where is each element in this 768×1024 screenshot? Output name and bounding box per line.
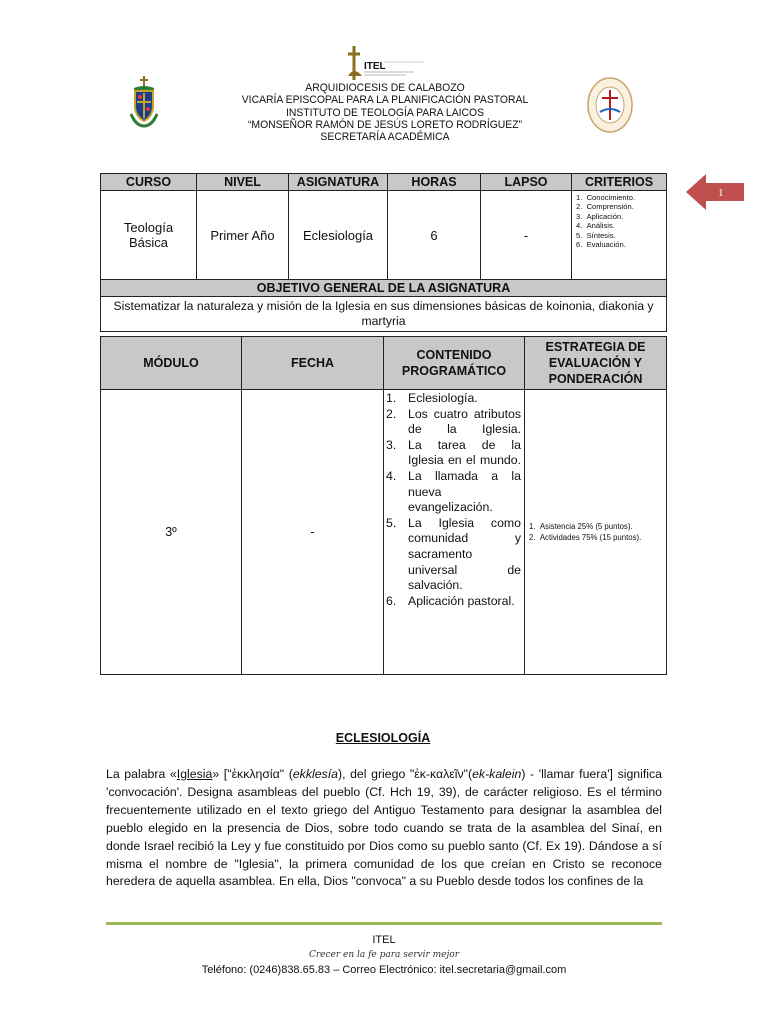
itel-logo — [344, 46, 434, 82]
objective-title: OBJETIVO GENERAL DE LA ASIGNATURA — [101, 280, 667, 297]
list-item: 1. Conocimiento. — [576, 193, 636, 202]
header-line: “MONSEÑOR RAMÓN DE JESÚS LORETO RODRÍGUEZ” — [247, 118, 523, 131]
institution-header — [196, 82, 573, 143]
header-estrategia: ESTRATEGIA DE EVALUACIÓN Y PONDERACIÓN — [525, 337, 667, 390]
section-title: ECLESIOLOGÍA — [335, 731, 431, 745]
header-fecha: FECHA — [242, 337, 384, 390]
criteria-list — [572, 191, 666, 249]
cell-evaluacion — [525, 390, 667, 675]
footer-name: ITEL — [372, 934, 396, 946]
svg-text:ITEL: ITEL — [364, 61, 386, 72]
cell-contenido — [384, 390, 525, 675]
footer-motto: Crecer en la fe para servir mejor — [308, 950, 460, 960]
list-item: 2. Comprensión. — [576, 202, 634, 212]
module-table — [100, 336, 667, 675]
header-modulo: MÓDULO — [101, 337, 242, 390]
cell-fecha: - — [242, 390, 384, 675]
svg-text:1: 1 — [718, 187, 724, 199]
header-criterios: CRITERIOS — [572, 174, 667, 191]
list-item: 4. La llamada a la nueva evangelización. — [386, 468, 521, 515]
list-item: 5. La Iglesia como comunidad y sacramento universal de salvación. — [386, 515, 521, 593]
archdiocese-coat-of-arms-logo — [128, 76, 160, 128]
header-lapso: LAPSO — [481, 174, 572, 191]
cell-nivel: Primer Año — [197, 191, 289, 280]
list-item: 5. Síntesis. — [576, 230, 616, 240]
list-item: 1. Eclesiología. — [386, 391, 478, 405]
cell-criterios — [572, 191, 667, 280]
cell-asignatura: Eclesiología — [289, 191, 388, 280]
header-contenido: CONTENIDO PROGRAMÁTICO — [384, 337, 525, 390]
list-item: 3. Aplicación. — [576, 211, 624, 221]
page-number-marker — [686, 172, 744, 212]
footer-contact: Teléfono: (0246)838.65.83 – Correo Electrónico: itel.secretaria@gmail.com — [201, 964, 567, 976]
cell-modulo: 3º — [101, 390, 242, 675]
list-item: 2. Actividades 75% (15 puntos). — [529, 533, 642, 542]
list-item: 2. Los cuatro atributos de la Iglesia. — [386, 406, 521, 437]
list-item: 1. Asistencia 25% (5 puntos). — [529, 522, 633, 531]
content-list — [384, 390, 524, 609]
list-item: 4. Análisis. — [576, 221, 615, 231]
list-item: 6. Aplicación pastoral. — [386, 593, 515, 608]
header-asignatura: ASIGNATURA — [289, 174, 388, 191]
header-line: INSTITUTO DE TEOLOGÍA PARA LAICOS — [285, 106, 485, 119]
academic-seal-logo — [586, 76, 634, 134]
list-item: 6. Evaluación. — [576, 240, 626, 250]
iglesia-link[interactable]: Iglesia — [176, 767, 213, 781]
evaluation-list — [525, 521, 666, 543]
list-item: 3. La tarea de la Iglesia en el mundo. — [386, 437, 521, 468]
header-nivel: NIVEL — [197, 174, 289, 191]
header-line: SECRETARÍA ACADÉMICA — [320, 131, 450, 144]
cell-lapso: - — [481, 191, 572, 280]
cell-curso: Teología Básica — [101, 191, 197, 280]
header-line: ARQUIDIOCESIS DE CALABOZO — [305, 82, 465, 94]
objective-text: Sistematizar la naturaleza y misión de la Iglesia en sus dimensiones básicas de koinonia, diakonia y martyria — [101, 297, 667, 332]
cell-horas: 6 — [388, 191, 481, 280]
header-curso: CURSO — [101, 174, 197, 191]
body-paragraph: La palabra «Iglesia» ["ἐκκλησία" (ekklesía), del griego "ἐκ-καλεῖν"(ek-kalein) - 'llamar fuera'] significa 'convocación'. Designa asambleas del pueblo (Cf. Hch 19, 39), de carácter religioso. Es el término frecuentemente utilizado en el texto griego del Antiguo Testamento para designar la asamblea del pueblo elegido en la presencia de Dios, sobre todo cuando se trata de la asamblea del Sinaí, en donde Israel recibió la Ley y fue constituido por Dios como su pueblo santo (Cf. Ex 19). Dándose a sí misma el nombre de "Iglesia", la primera comunidad de los que creían en Cristo se reconoce heredera de aquella asamblea. En ella, Dios "convoca" a su Pueblo desde todos los confines de la — [106, 767, 663, 889]
header-horas: HORAS — [388, 174, 481, 191]
header-line: VICARÍA EPISCOPAL PARA LA PLANIFICACIÓN PASTORAL — [241, 94, 529, 107]
course-info-table — [100, 173, 667, 332]
footer-divider — [106, 922, 662, 925]
